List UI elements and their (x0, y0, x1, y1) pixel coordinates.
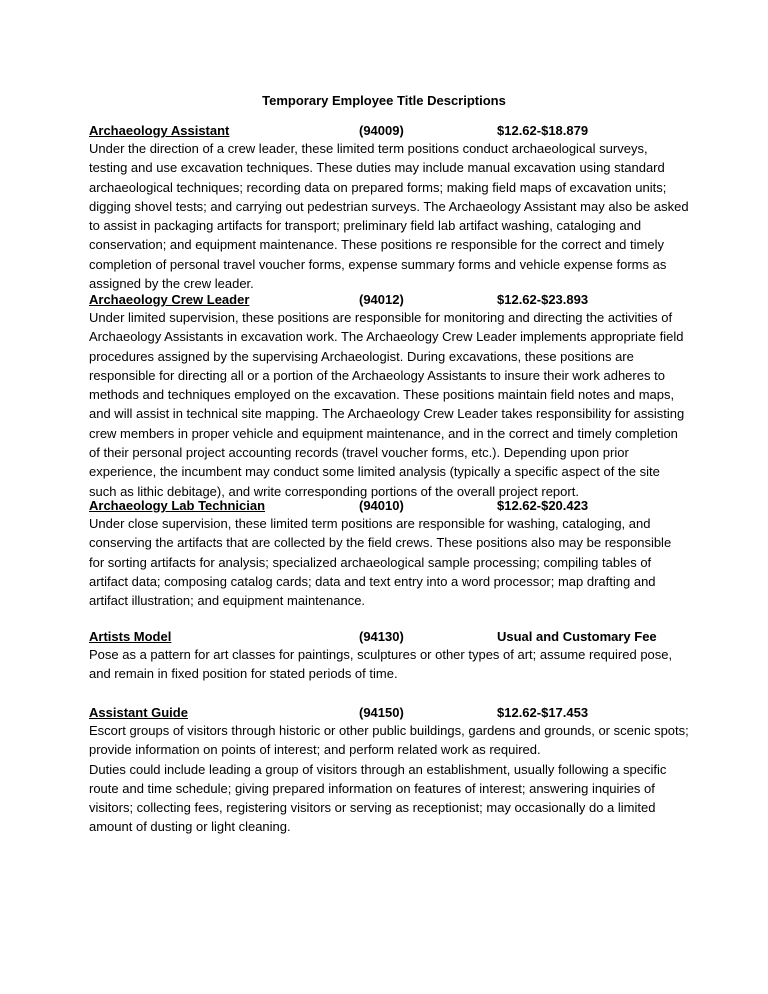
title-entry-archaeology-assistant (89, 122, 689, 293)
title-entry-archaeology-crew-leader (89, 291, 689, 501)
entry-code: (94130) (359, 629, 404, 644)
entry-pay-range: $12.62-$20.423 (497, 498, 589, 513)
title-entry-assistant-guide (89, 704, 689, 837)
entry-code: (94150) (359, 705, 404, 720)
entry-pay-range: $12.62-$18.879 (497, 123, 589, 138)
entry-pay-range: Usual and Customary Fee (497, 629, 657, 644)
entry-description: Escort groups of visitors through historic or other public buildings, gardens and grounds, or scenic spots; provide information on points of interest; and perform related work as required. (89, 723, 689, 758)
entry-header (89, 291, 689, 308)
entry-title: Artists Model (89, 629, 172, 644)
document-title: Temporary Employee Title Descriptions (262, 93, 506, 108)
entry-title: Archaeology Lab Technician (89, 498, 266, 513)
entry-code: (94012) (359, 292, 404, 307)
entry-description-duties: Duties could include leading a group of visitors through an establishment, usually following a specific route and time schedule; giving prepared information on features of interest; answering inquiries of visitors; collecting fees, registering visitors or serving as receptionist; may occasionally do a limited amount of dusting or light cleaning. (89, 761, 667, 835)
entry-description: Under close supervision, these limited term positions are responsible for washing, cataloging, and conserving the artifacts that are collected by the field crews. These positions also may be responsible for sorting artifacts for analysis; specialized archaeological sample processing; compiling tables of artifact data; composing catalog cards; data and text entry into a word processor; map drafting and artifact illustration; and equipment maintenance. (89, 516, 672, 609)
entry-header (89, 704, 689, 721)
entry-pay-range: $12.62-$23.893 (497, 292, 589, 307)
entry-description: Under the direction of a crew leader, these limited term positions conduct archaeological surveys, testing and use excavation techniques. These duties may include manual excavation using standard archaeological techniques; recording data on prepared forms; making field maps of excavation units; digging shovel tests; and carrying out pedestrian surveys. The Archaeology Assistant may also be asked to assist in packaging artifacts for transport; preliminary field lab artifact washing, cataloging and conservation; and equipment maintenance. These positions re responsible for the correct and timely completion of personal travel voucher forms, expense summary forms and vehicle expense forms as assigned by the crew leader. (89, 141, 689, 292)
title-entry-artists-model (89, 628, 689, 684)
entry-pay-range: $12.62-$17.453 (497, 705, 589, 720)
entry-code: (94010) (359, 498, 404, 513)
entry-description: Under limited supervision, these positions are responsible for monitoring and directing the activities of Archaeology Assistants in excavation work. The Archaeology Crew Leader implements appropriate field procedures assigned by the supervising Archaeologist. During excavations, these positions are responsible for directing all or a portion of the Archaeology Assistants to insure their work adheres to methods and techniques employed on the excavation. These positions maintain field notes and maps, and will assist in technical site mapping. The Archaeology Crew Leader takes responsibility for assisting crew members in proper vehicle and equipment maintenance, and in the correct and timely completion of their personal project accounting records (travel voucher forms, etc.). Depending upon prior experience, the incumbent may conduct some limited analysis (typically a specific aspect of the site such as lithic debitage), and write corresponding portions of the overall project report. (89, 310, 685, 499)
entry-description: Pose as a pattern for art classes for paintings, sculptures or other types of art; assume required pose, and remain in fixed position for stated periods of time. (89, 647, 673, 682)
title-entry-archaeology-lab-technician (89, 497, 689, 610)
entry-header (89, 122, 689, 139)
entry-code: (94009) (359, 123, 404, 138)
entry-title: Assistant Guide (89, 705, 188, 720)
entry-title: Archaeology Crew Leader (89, 292, 250, 307)
entry-header (89, 628, 689, 645)
entry-title: Archaeology Assistant (89, 123, 230, 138)
entry-header (89, 497, 689, 514)
